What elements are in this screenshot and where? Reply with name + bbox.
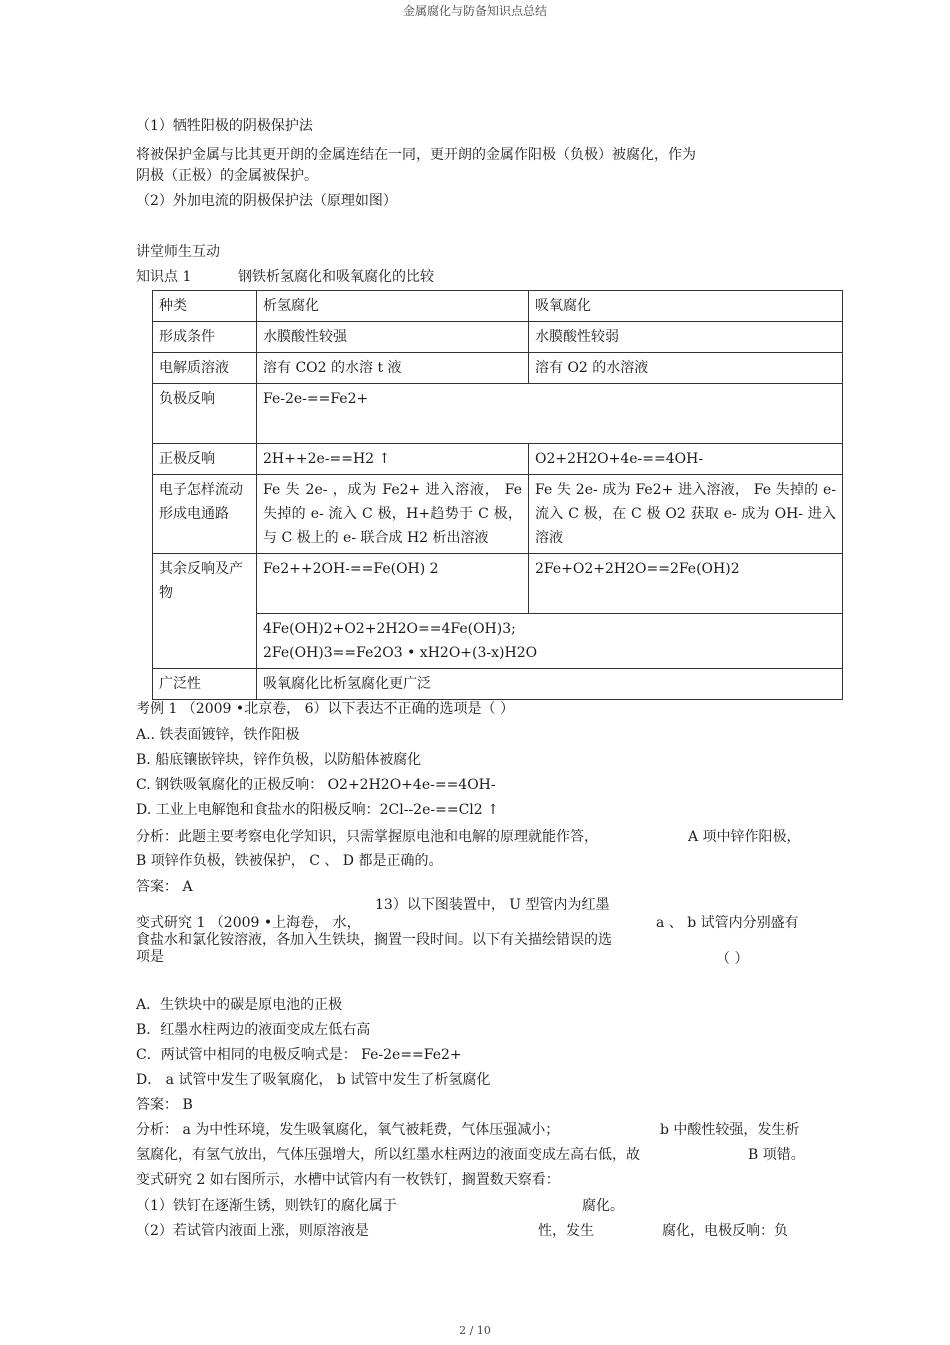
- reaction-line: 2Fe(OH)3==Fe2O3 • xH2O+(3-x)H2O: [263, 645, 538, 661]
- table-cell: Fe2++2OH-==Fe(OH) 2: [257, 554, 529, 614]
- example-1-option-c: C. 钢铁吸氧腐化的正极反响： O2+2H2O+4e-==4OH-: [136, 777, 496, 793]
- variant-1-line-2-right: a 、 b 试管内分别盛有: [656, 915, 799, 931]
- table-cell: 2Fe+O2+2H2O==2Fe(OH)2: [529, 554, 843, 614]
- table-row: [153, 554, 843, 614]
- variant-2-sub-2-right: 腐化，电极反响：负: [662, 1223, 788, 1239]
- table-cell: 吸氧腐化: [529, 291, 843, 322]
- page-header-title: 金属腐化与防备知识点总结: [402, 4, 547, 18]
- table-cell: 水膜酸性较强: [257, 322, 529, 353]
- example-1-option-a: A.. 铁表面镀锌，铁作阳极: [136, 727, 300, 743]
- table-cell: Fe-2e-==Fe2+: [257, 384, 843, 444]
- table-row: [153, 444, 843, 475]
- table-row: [153, 291, 843, 322]
- variant-1-option-a: A．生铁块中的碳是原电池的正极: [136, 997, 343, 1013]
- table-cell: 水膜酸性较弱: [529, 322, 843, 353]
- table-row: [153, 353, 843, 384]
- table-row: [153, 614, 843, 669]
- intro-line-3: 阴极（正极）的金属被保护。: [136, 168, 318, 184]
- table-cell: 溶有 O2 的水溶液: [529, 353, 843, 384]
- intro-line-4: （2）外加电流的阴极保护法（原理如图）: [136, 193, 397, 209]
- intro-line-1: （1）牺牲阳极的阴极保护法: [136, 118, 313, 134]
- table-cell: 正极反响: [153, 444, 257, 475]
- table-row: [153, 384, 843, 444]
- table-cell: 析氢腐化: [257, 291, 529, 322]
- variant-1-option-c: C．两试管中相同的电极反响式是： Fe-2e==Fe2+: [136, 1047, 462, 1063]
- variant-1-analysis-1: 分析： a 为中性环境，发生吸氧腐化，氧气被耗费，气体压强减小；: [136, 1122, 560, 1138]
- variant-1-line-4: 项是: [136, 949, 164, 965]
- variant-2-question: 变式研究 2 如右图所示，水槽中试管内有一枚铁钉，搁置数天察看：: [136, 1172, 560, 1188]
- variant-2-sub-2-mid: 性，发生: [538, 1223, 594, 1239]
- variant-1-option-b: B．红墨水柱两边的液面变成左低右高: [136, 1022, 371, 1038]
- table-cell: 其余反响及产物: [153, 554, 257, 669]
- table-cell: 电子怎样流动形成电通路: [153, 475, 257, 554]
- example-1-analysis-1: 分析：此题主要考察电化学知识，只需掌握原电池和电解的原理就能作答，: [136, 829, 598, 845]
- reaction-line: 4Fe(OH)2+O2+2H2O==4Fe(OH)3;: [263, 621, 516, 637]
- variant-2-sub-1-right: 腐化。: [582, 1198, 624, 1214]
- table-row: [153, 669, 843, 700]
- table-cell: 吸氧腐化比析氢腐化更广泛: [257, 669, 843, 700]
- table-cell: 负极反响: [153, 384, 257, 444]
- table-cell: [257, 614, 843, 669]
- knowledge-point-label: 知识点 1: [136, 269, 192, 285]
- variant-1-analysis-2-right: B 项错。: [748, 1147, 805, 1163]
- variant-2-sub-2: （2）若试管内液面上涨，则原溶液是: [136, 1223, 369, 1239]
- example-1-answer: 答案： A: [136, 879, 193, 895]
- table-row: [153, 475, 843, 554]
- comparison-table: [152, 290, 843, 700]
- example-1-question: 考例 1 （2009 •北京卷， 6）以下表达不正确的选项是（ ）: [136, 701, 514, 717]
- table-cell: 广泛性: [153, 669, 257, 700]
- page-number: 2 / 10: [459, 1324, 491, 1337]
- variant-1-line-2: 变式研究 1 （2009 •上海卷， 水，: [136, 915, 361, 931]
- table-row: [153, 322, 843, 353]
- variant-1-answer-blank: （ ）: [716, 951, 749, 967]
- variant-1-analysis-2: 氢腐化，有氢气放出，气体压强增大，所以红墨水柱两边的液面变成左高右低，故: [136, 1147, 640, 1163]
- table-cell: 电解质溶液: [153, 353, 257, 384]
- knowledge-point-title: 钢铁析氢腐化和吸氧腐化的比较: [238, 269, 434, 285]
- intro-line-2: 将被保护金属与比其更开朗的金属连结在一同，更开朗的金属作阳极（负极）被腐化，作为: [136, 147, 696, 163]
- variant-2-sub-1: （1）铁钉在逐渐生锈，则铁钉的腐化属于: [136, 1198, 397, 1214]
- table-cell: Fe 失 2e- 成为 Fe2+ 进入溶液， Fe 失掉的 e- 流入 C 极，在 C 极 O2 获取 e- 成为 OH- 进入溶液: [529, 475, 843, 554]
- variant-1-line-3: 食盐水和氯化铵溶液，各加入生铁块，搁置一段时间。以下有关描绘错误的选: [136, 932, 612, 948]
- variant-1-option-d: D． a 试管中发生了吸氧腐化， b 试管中发生了析氢腐化: [136, 1072, 491, 1088]
- example-1-analysis-2: B 项锌作负极，铁被保护， C 、 D 都是正确的。: [136, 853, 443, 869]
- table-cell: 溶有 CO2 的水溶 t 液: [257, 353, 529, 384]
- example-1-option-b: B. 船底镶嵌锌块，锌作负极，以防船体被腐化: [136, 752, 422, 768]
- example-1-option-d: D. 工业上电解饱和食盐水的阳极反响：2Cl--2e-==Cl2 ↑: [136, 802, 499, 818]
- table-cell: 形成条件: [153, 322, 257, 353]
- table-cell: O2+2H2O+4e-==4OH-: [529, 444, 843, 475]
- table-cell: Fe 失 2e- ，成为 Fe2+ 进入溶液， Fe 失掉的 e- 流入 C 极，H+趋势于 C 极，与 C 极上的 e- 联合成 H2 析出溶液: [257, 475, 529, 554]
- example-1-analysis-1-right: A 项中锌作阳极，: [688, 829, 801, 845]
- table-cell: 2H++2e-==H2 ↑: [257, 444, 529, 475]
- variant-1-line-1: 13）以下图装置中， U 型管内为红墨: [375, 897, 610, 913]
- section-title: 讲堂师生互动: [136, 244, 220, 260]
- variant-1-answer: 答案： B: [136, 1097, 193, 1113]
- table-cell: 种类: [153, 291, 257, 322]
- variant-1-analysis-1-right: b 中酸性较强，发生析: [660, 1122, 800, 1138]
